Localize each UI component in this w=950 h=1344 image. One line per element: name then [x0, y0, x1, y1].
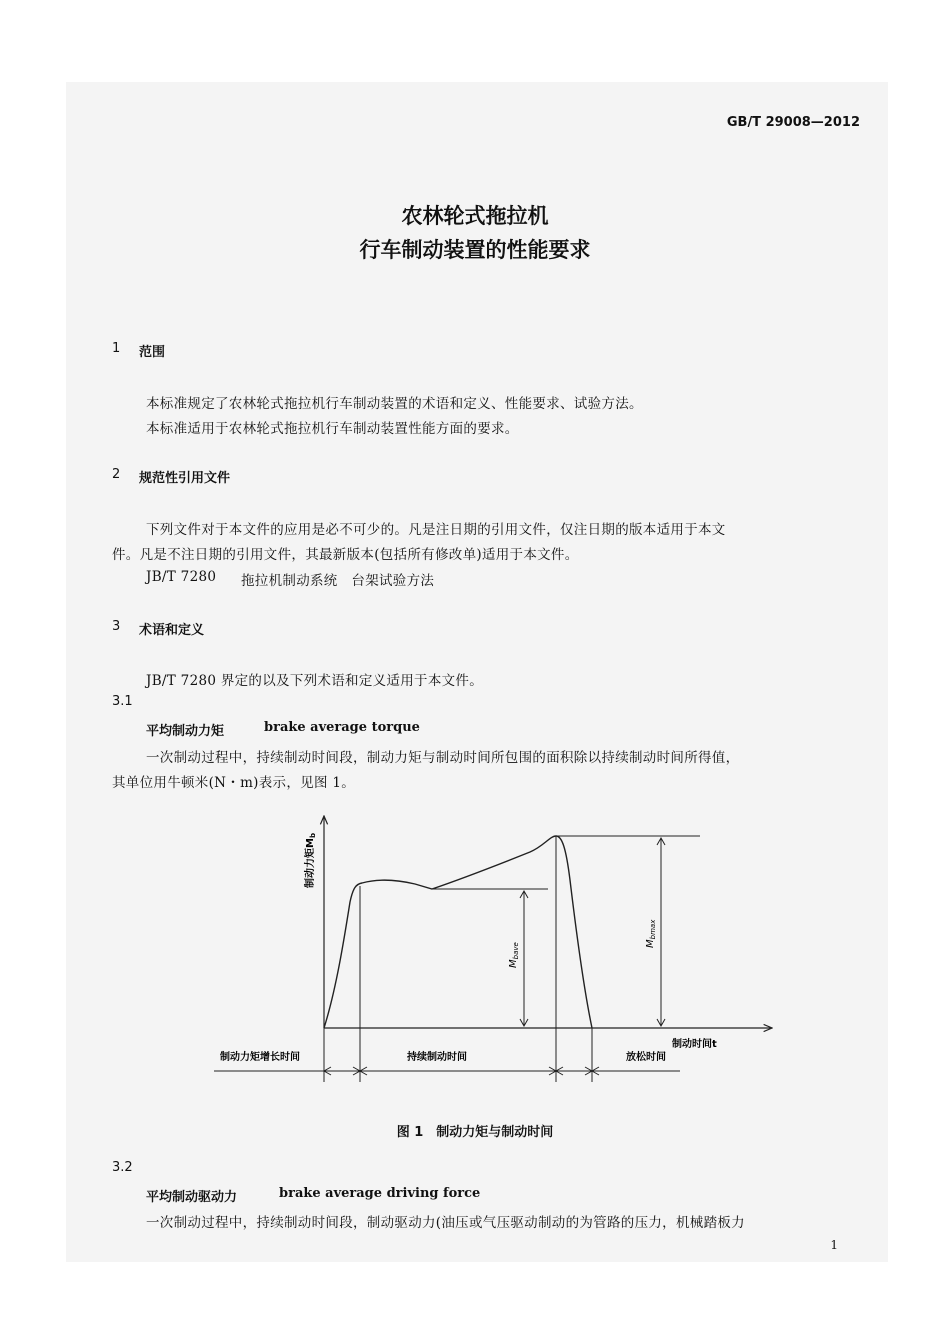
section2-paragraph-line2: 件。凡是不注日期的引用文件，其最新版本(包括所有修改单)适用于本文件。	[112, 547, 579, 563]
y-axis-label: 制动力矩$M_b$	[305, 833, 317, 888]
term1-definition-line1: 一次制动过程中，持续制动时间段，制动力矩与制动时间所包围的面积除以持续制动时间所得值，	[146, 750, 740, 766]
reference-title: 拖拉机制动系统 台架试验方法	[241, 573, 435, 589]
term2-chinese: 平均制动驱动力	[146, 1190, 238, 1205]
term1-chinese: 平均制动力矩	[146, 724, 225, 739]
reference-code: JB/T 7280	[146, 569, 217, 585]
x-axis-label: 制动时间t	[672, 1039, 717, 1050]
section3-title: 术语和定义	[139, 623, 205, 638]
section1-title: 范围	[139, 345, 166, 360]
m-max-label: $M_{bmax}$	[645, 919, 657, 948]
document-title-line2: 行车制动装置的性能要求	[359, 238, 591, 262]
m-ave-label: $M_{bave}$	[508, 942, 520, 968]
section3-intro: JB/T 7280 界定的以及下列术语和定义适用于本文件。	[146, 673, 484, 689]
section3-number: 3	[112, 619, 121, 634]
section2-paragraph-line1: 下列文件对于本文件的应用是必不可少的。凡是注日期的引用文件，仅注日期的版本适用于本文	[146, 522, 726, 538]
term1-english: brake average torque	[264, 720, 420, 735]
section2-number: 2	[112, 467, 121, 482]
section1-paragraph1: 本标准规定了农林轮式拖拉机行车制动装置的术语和定义、性能要求、试验方法。	[146, 396, 643, 412]
term2-definition-line1: 一次制动过程中，持续制动时间段，制动驱动力(油压或气压驱动制动的为管路的压力，机械踏板力	[146, 1215, 745, 1231]
page-number: 1	[830, 1238, 838, 1252]
section1-paragraph2: 本标准适用于农林轮式拖拉机行车制动装置性能方面的要求。	[146, 421, 519, 437]
phase-rise-label: 制动力矩增长时间	[220, 1052, 300, 1063]
phase-release-label: 放松时间	[626, 1052, 666, 1063]
term1-number: 3.1	[112, 694, 133, 709]
figure1-caption: 图 1 制动力矩与制动时间	[396, 1125, 554, 1140]
section2-title: 规范性引用文件	[139, 471, 231, 486]
term1-definition-line2: 其单位用牛顿米(N・m)表示，见图 1。	[112, 775, 356, 791]
section1-number: 1	[112, 341, 121, 356]
document-title-line1: 农林轮式拖拉机	[401, 204, 549, 228]
phase-sustain-label: 持续制动时间	[407, 1052, 467, 1063]
term2-english: brake average driving force	[279, 1186, 481, 1201]
standard-number: GB/T 29008—2012	[726, 115, 860, 130]
torque-curve	[324, 836, 592, 1028]
term2-number: 3.2	[112, 1160, 133, 1175]
